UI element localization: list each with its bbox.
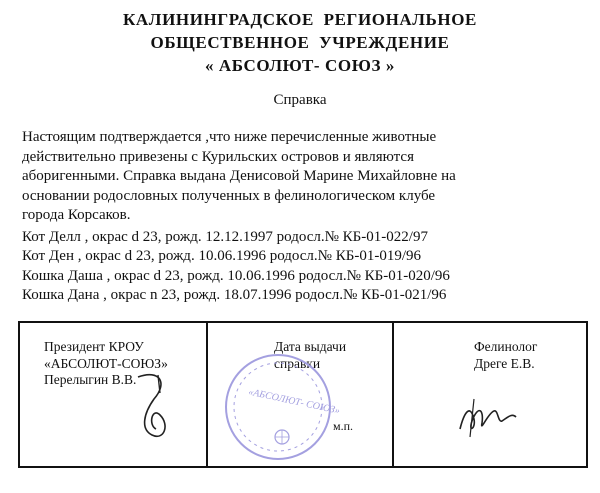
president-cell: [20, 323, 208, 466]
document-title: Справка: [273, 92, 327, 108]
header-line-2: ОБЩЕСТВЕННОЕ УЧРЕЖДЕНИЕ: [150, 33, 450, 52]
header-line-3: « АБСОЛЮТ- СОЮЗ »: [204, 56, 395, 75]
paragraph-line: действительно привезены с Курильских островов и являются: [22, 148, 414, 165]
paragraph-line: основании родословных полученных в фелинологическом клубе: [22, 187, 436, 204]
date-label-2: справки: [274, 355, 321, 371]
animal-record: Кошка Дана , окрас n 23, рожд. 18.07.1996 родосл.№ КБ-01-021/96: [22, 287, 447, 303]
date-label: Дата выдачи: [274, 339, 347, 354]
felinologist-name: Дреге Е.В.: [474, 355, 535, 371]
felinologist-cell: [394, 323, 586, 466]
animal-record: Кот Ден , окрас d 23, рожд. 10.06.1996 родосл.№ КБ-01-019/96: [22, 248, 421, 264]
organization-stamp: [216, 345, 341, 465]
animal-record: Кот Делл , окрас d 23, рожд. 12.12.1997 родосл.№ КБ-01-022/97: [22, 228, 428, 245]
paragraph-line: города Корсаков.: [22, 207, 131, 223]
stamp-text: «АБСОЛЮТ- СОЮЗ»: [247, 386, 341, 417]
president-title: Президент КРОУ: [44, 339, 144, 354]
president-org: «АБСОЛЮТ-СОЮЗ»: [44, 355, 168, 371]
organization-header: [0, 8, 600, 77]
felinologist-title: Фелинолог: [474, 339, 538, 354]
animal-record: Кошка Даша , окрас d 23, рожд. 10.06.1996 родосл.№ КБ-01-020/96: [22, 267, 450, 284]
president-signature: [130, 369, 190, 449]
date-cell: [208, 323, 394, 466]
felinologist-signature: [454, 393, 524, 443]
certificate-body: [22, 128, 522, 306]
stamp-place-label: м.п.: [333, 419, 354, 433]
president-name: Перелыгин В.В.: [44, 372, 137, 387]
signature-table: [18, 321, 588, 468]
paragraph-line: Настоящим подтверждается ,что ниже перечисленные животные: [22, 129, 437, 145]
paragraph-line: аборигенными. Справка выдана Денисовой Марине Михайловне на: [22, 168, 456, 184]
animal-records: [22, 228, 522, 306]
header-line-1: КАЛИНИНГРАДСКОЕ РЕГИОНАЛЬНОЕ: [123, 10, 477, 29]
felinologist-block: [474, 339, 537, 372]
